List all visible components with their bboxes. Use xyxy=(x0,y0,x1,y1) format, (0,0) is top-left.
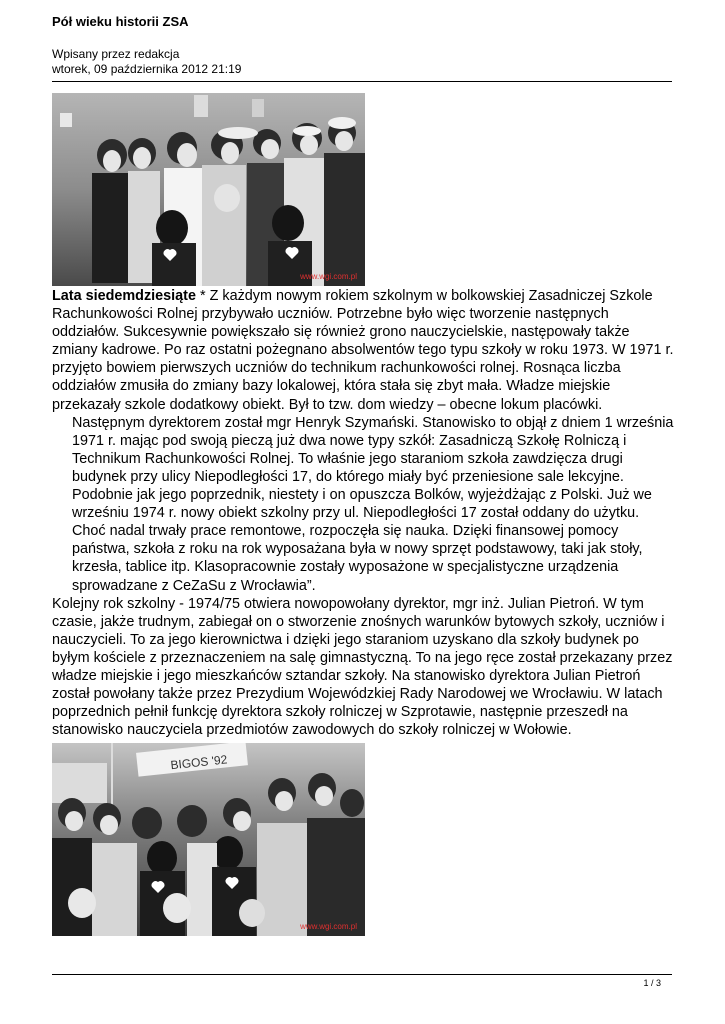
article-body xyxy=(52,287,674,739)
photo-2-sign: BIGOS '92 xyxy=(169,752,228,773)
section-heading: Lata siedemdziesiąte xyxy=(52,288,196,304)
paragraph-2: Następnym dyrektorem został mgr Henryk Szymański. Stanowisko to objął z dniem 1 września 1971 r. mając pod swoją pieczą już dwa nowe typy szkół: Zasadniczą Szkołę Rolniczą i Technikum Rachunkowości Rolnej. To właśnie jego staraniom szkoła zawdzięcza drugi budynek przy ulicy Niepodległości 17, do którego miały być przeniesione sale lekcyjne. Podobnie jak jego poprzednik, niestety i on opuszcza Bolków, wyjeżdżając z Polski. Już we wrześniu 1974 r. nowy obiekt szkolny przy ul. Niepodległości 17 został oddany do użytku. Choć nadal trwały prace remontowe, rozpoczęła się nauka. Dzięki finansowej pomocy państwa, szkoła z roku na rok wyposażana była w nowy sprzęt podstawowy, taki jak stoły, krzesła, tablice itp. Klasopracownie zostały wyposażone w specjalistyczne urządzenia sprowadzane z CeZaSu z Wrocławia”. xyxy=(72,414,674,594)
photo-2-drawing xyxy=(52,743,365,936)
photo-1-watermark: www.wgi.com.pl xyxy=(300,272,357,281)
paragraph-1-text: * Z każdym nowym rokiem szkolnym w bolkowskiej Zasadniczej Szkole Rachunkowości Rolnej przybywało uczniów. Potrzebne było więc tworzenie następnych oddziałów. Sukcesywnie powiększało się również grono nauczycielskie, następowały także zmiany kadrowe. Po raz ostatni pożegnano absolwentów tego typu szkoły w roku 1973. W 1971 r. przyjęto bowiem pierwszych uczniów do technikum rachunkowości rolnej. Rosnąca liczba oddziałów zmusiła do zmiany bazy lokalowej, która stała się zbyt mała. Władze miejskie przekazały szkole dodatkowy obiekt. Był to tzw. dom wiedzy – obecne lokum placówki. xyxy=(52,288,674,413)
photo-group-2 xyxy=(52,743,365,936)
article-title: Pół wieku historii ZSA xyxy=(52,14,189,29)
article-meta xyxy=(52,47,241,77)
photo-group-1 xyxy=(52,93,365,286)
date-line: wtorek, 09 października 2012 21:19 xyxy=(52,62,242,76)
footer-divider xyxy=(52,974,672,975)
header-divider xyxy=(52,81,672,82)
paragraph-3: Kolejny rok szkolny - 1974/75 otwiera nowopowołany dyrektor, mgr inż. Julian Pietroń. W tym czasie, jakże trudnym, zabiegał on o stworzenie znośnych warunków bytowych szkoły, uczniów i nauczycieli. To za jego kierownictwa i dzięki jego staraniom uzyskano dla szkoły budynek po byłym kościele z przeznaczeniem na salę gimnastyczną. To na jego ręce został przekazany przez władze miejskie i jego mieszkańców sztandar szkoły. Na stanowisko dyrektora Julian Pietroń został powołany także przez Prezydium Wojewódzkiej Rady Narodowej we Wrocławiu. W latach poprzednich pełnił funkcję dyrektora szkoły rolniczej w Szprotawie, następnie przeszedł na stanowisko nauczyciela przedmiotów zawodowych do szkoły rolniczej w Wołowie. xyxy=(52,595,673,739)
photo-1-drawing xyxy=(52,93,365,286)
author-line: Wpisany przez redakcja xyxy=(52,47,180,61)
paragraph-1 xyxy=(52,287,674,414)
photo-2-watermark: www.wgi.com.pl xyxy=(300,922,357,931)
page-number: 1 / 3 xyxy=(643,978,661,988)
